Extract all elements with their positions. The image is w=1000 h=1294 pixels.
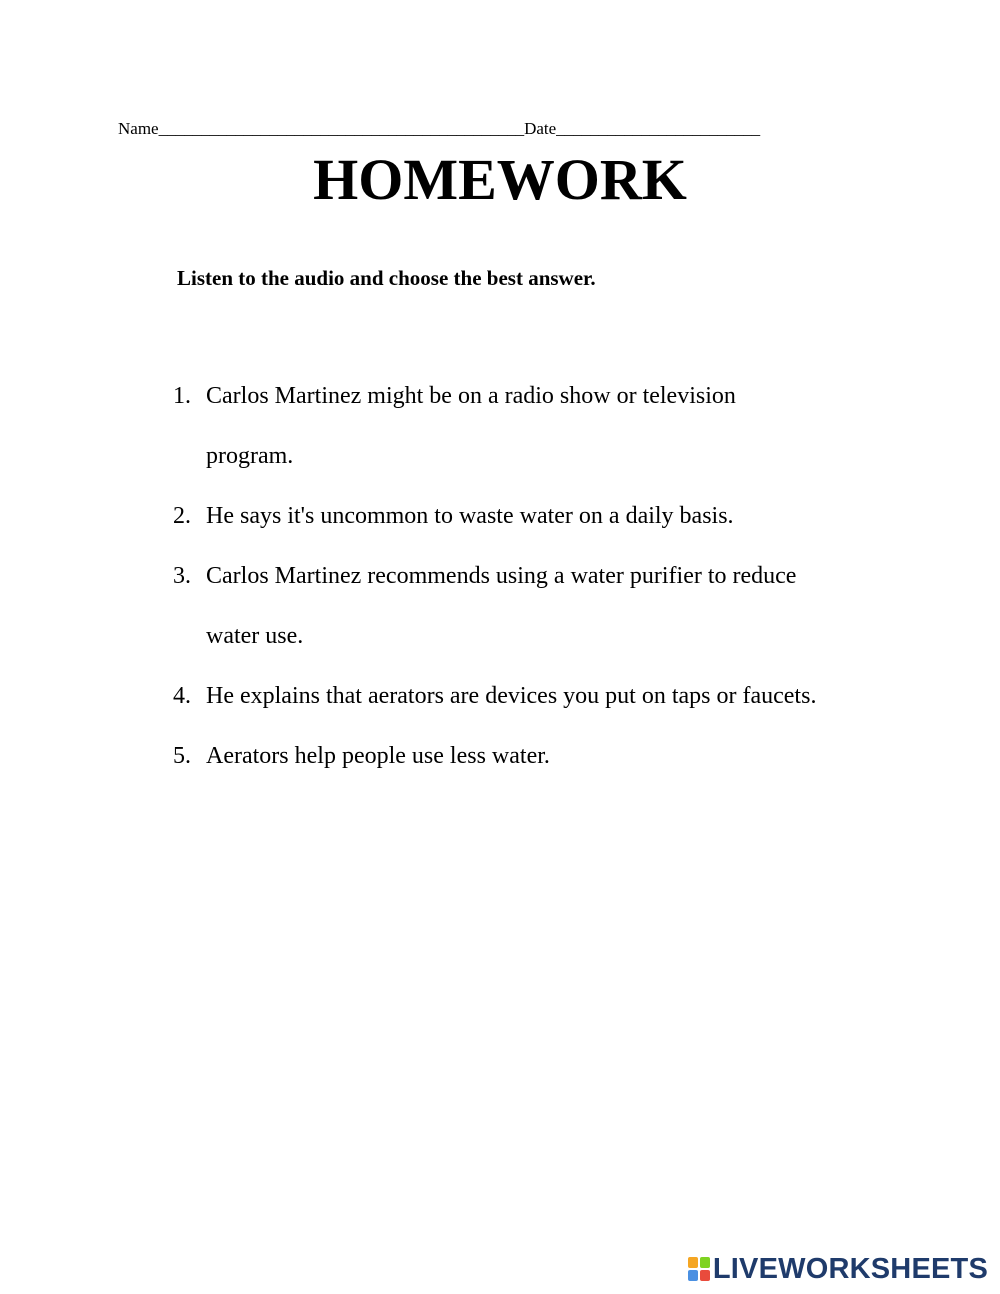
- question-item-2: [173, 486, 893, 546]
- question-number: 2.: [173, 503, 191, 529]
- question-text: Carlos Martinez might be on a radio show or television program.: [206, 383, 736, 469]
- question-number: 5.: [173, 743, 191, 769]
- question-text: Aerators help people use less water.: [206, 743, 550, 769]
- logo-square-icon: [700, 1257, 710, 1268]
- instruction-text: Listen to the audio and choose the best answer.: [177, 266, 596, 290]
- question-text: He explains that aerators are devices you put on taps or faucets.: [206, 683, 817, 709]
- question-item-4: [173, 666, 893, 726]
- page-title: HOMEWORK: [313, 147, 687, 212]
- logo-square-icon: [700, 1270, 710, 1281]
- logo-square-icon: [688, 1257, 698, 1268]
- question-item-3: [173, 546, 893, 666]
- question-text: He says it's uncommon to waste water on a daily basis.: [206, 503, 734, 529]
- question-item-1: [173, 366, 893, 486]
- question-number: 4.: [173, 683, 191, 709]
- question-number: 1.: [173, 383, 191, 409]
- liveworksheets-logo-icon: [688, 1257, 710, 1281]
- question-text: Carlos Martinez recommends using a water purifier to reduce water use.: [206, 563, 797, 649]
- brand-name: LIVEWORKSHEETS: [712, 1253, 988, 1285]
- question-item-5: [173, 726, 893, 786]
- liveworksheets-brand[interactable]: [688, 1252, 988, 1286]
- logo-square-icon: [688, 1270, 698, 1281]
- name-date-line: Name___________________________________________Date________________________: [118, 119, 761, 138]
- question-number: 3.: [173, 563, 191, 589]
- question-list: [173, 366, 893, 786]
